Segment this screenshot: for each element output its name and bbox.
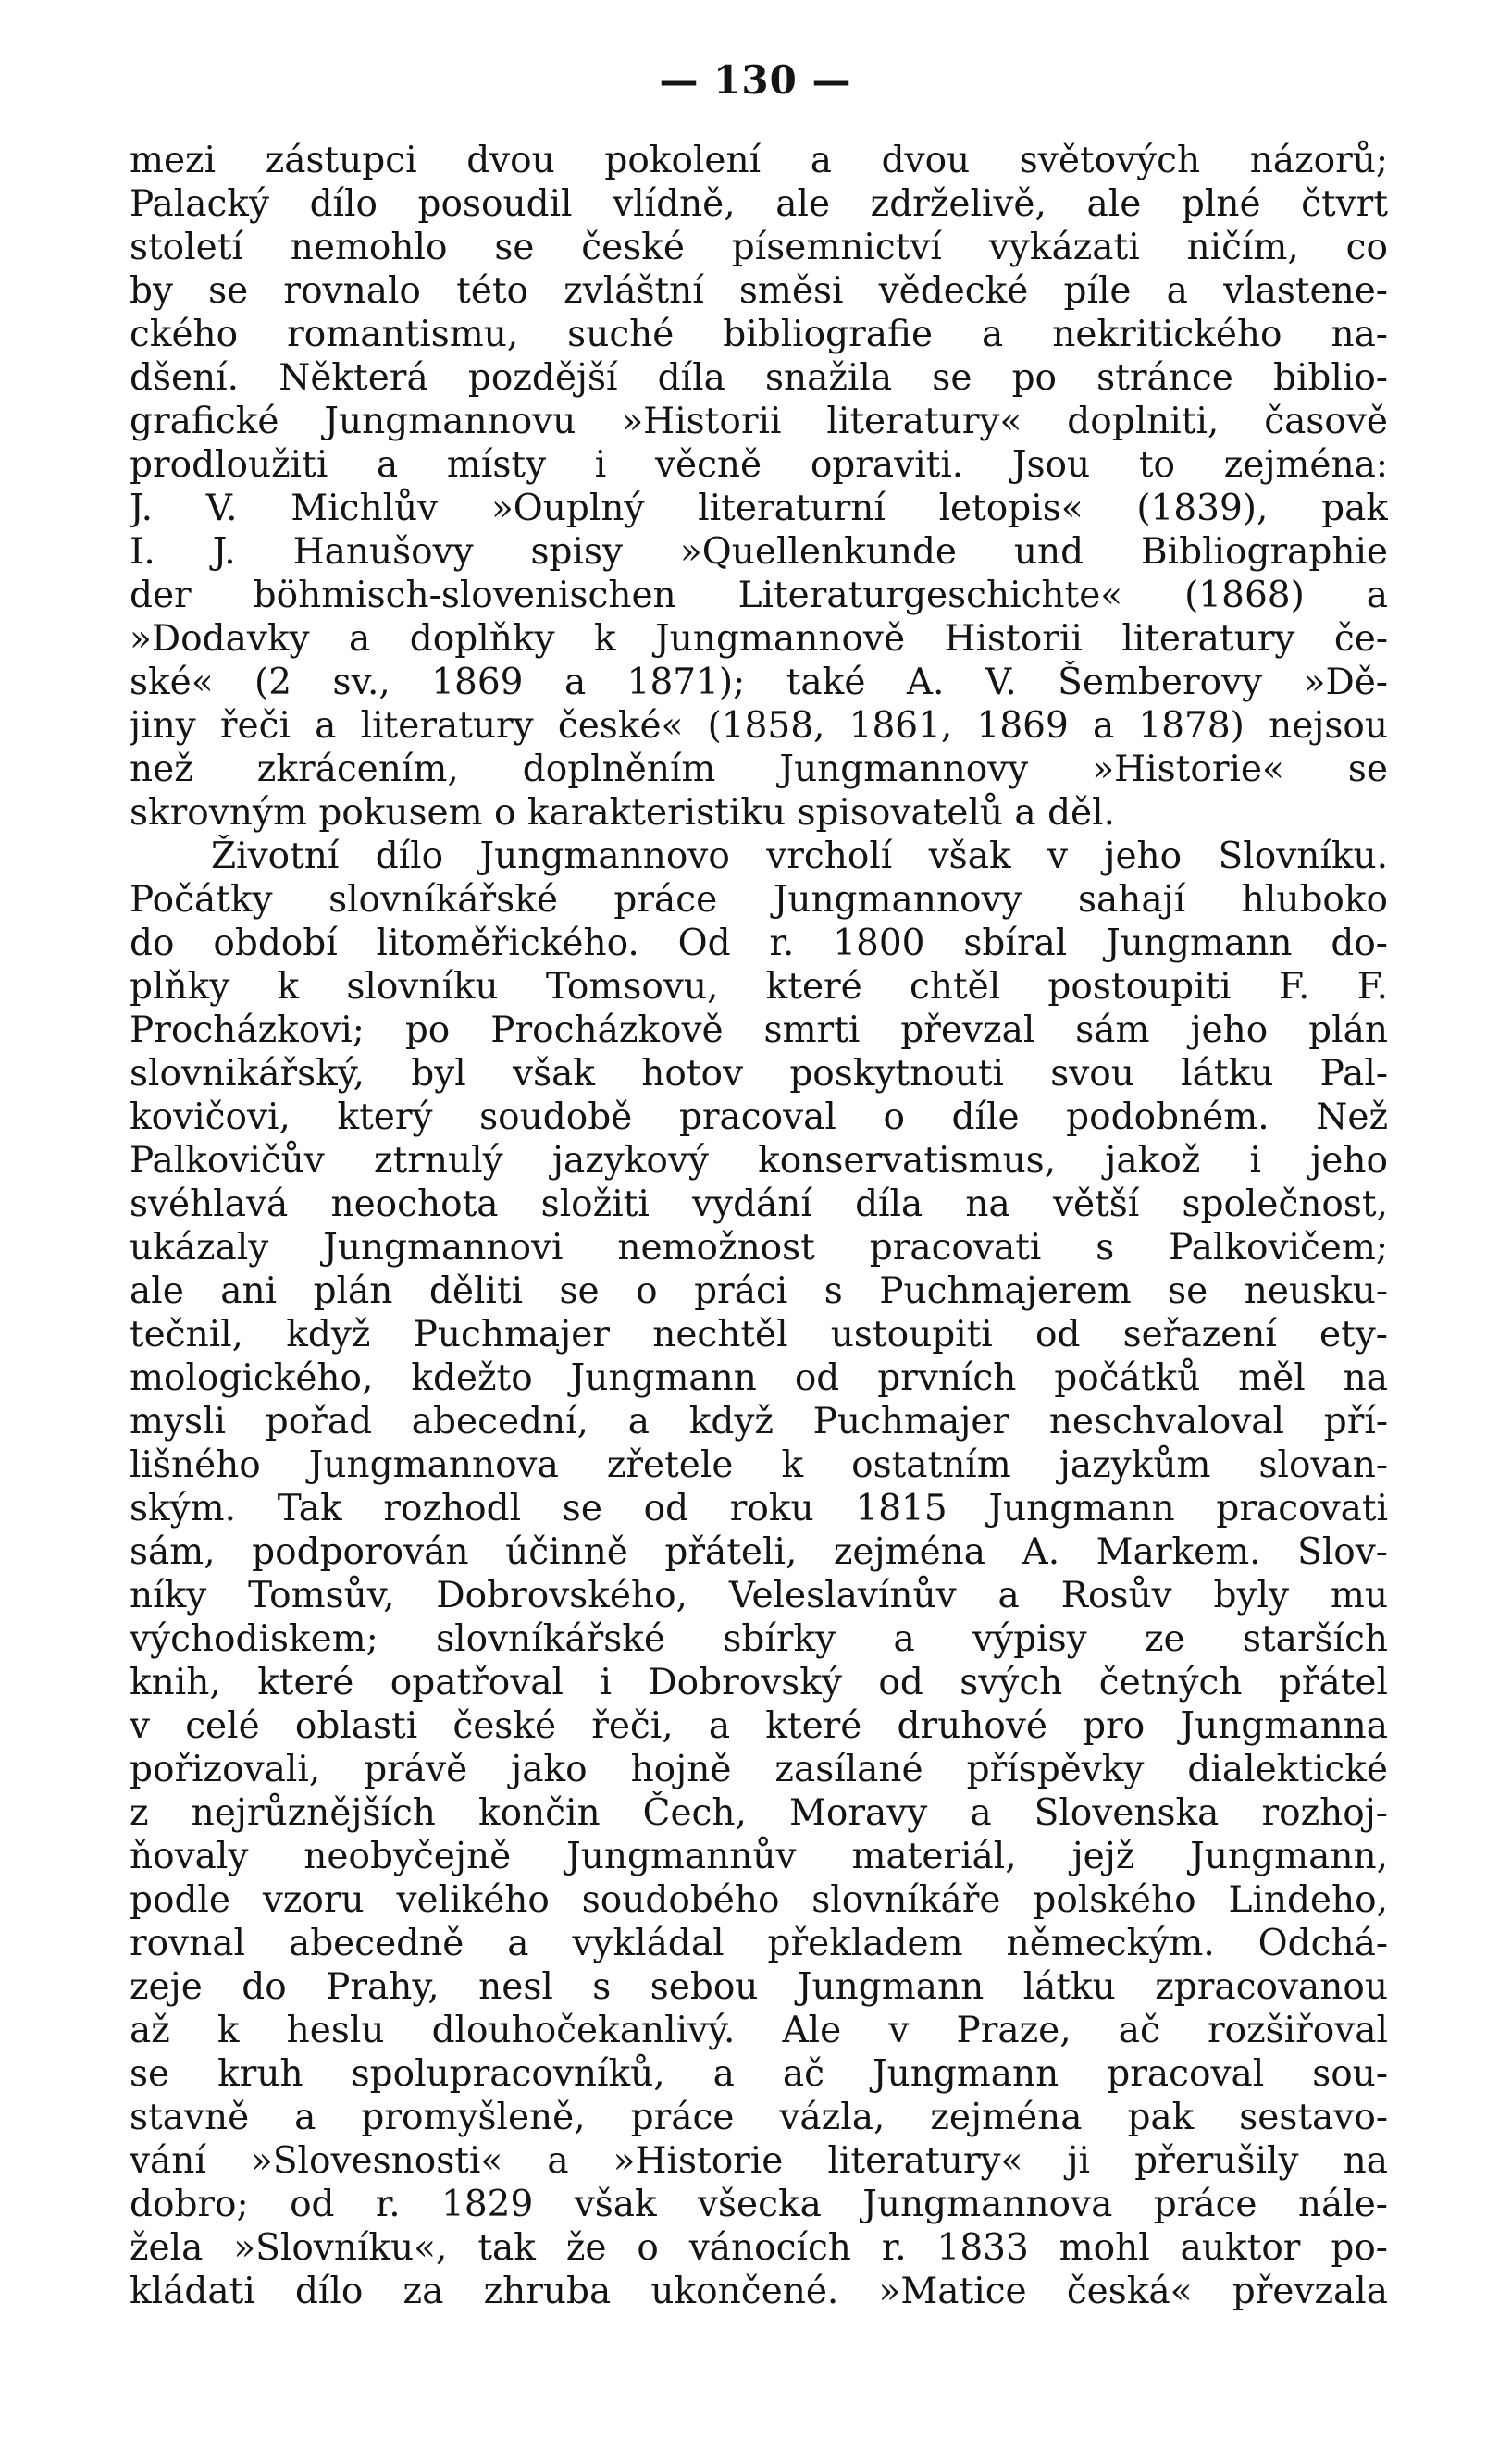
text-line: v celé oblasti české řeči, a které druhové pro Jungmanna [130,1705,1388,1747]
text-line: vání »Slovesnosti« a »Historie literatury« ji přerušily na [130,2140,1388,2182]
text-line: století nemohlo se české písemnictví vykázati ničím, co [130,227,1388,268]
text-line: jiny řeči a literatury české« (1858, 1861, 1869 a 1878) nejsou [130,705,1388,747]
text-line: svéhlavá neochota složiti vydání díla na větší společnost, [130,1183,1388,1225]
text-line: než zkrácením, doplněním Jungmannovy »Historie« se [130,749,1388,790]
text-line: dšení. Některá pozdější díla snažila se po stránce biblio- [130,357,1388,399]
text-line: der böhmisch-slovenischen Literaturgeschichte« (1868) a [130,575,1388,616]
text-line: se kruh spolupracovníků, a ač Jungmann pracoval sou- [130,2053,1388,2095]
page-number: — 130 — [659,57,852,103]
text-line: žela »Slovníku«, tak že o vánocích r. 1833 mohl auktor po- [130,2227,1388,2269]
text-line: mysli pořad abecední, a když Puchmajer neschvaloval pří- [130,1401,1388,1442]
text-line: plňky k slovníku Tomsovu, které chtěl postoupiti F. F. [130,966,1388,1008]
text-line: ské« (2 sv., 1869 a 1871); také A. V. Šemberovy »Dě- [130,662,1388,703]
text-line: dobro; od r. 1829 však všecka Jungmannova práce nále- [130,2184,1388,2225]
text-line: zeje do Prahy, nesl s sebou Jungmann látku zpracovanou [130,1966,1388,2008]
text-line: mologického, kdežto Jungmann od prvních počátků měl na [130,1357,1388,1399]
text-line: »Dodavky a doplňky k Jungmannově Historii literatury če- [130,618,1388,660]
text-line: I. J. Hanušovy spisy »Quellenkunde und Bibliographie [130,531,1388,573]
text-line: Palkovičův ztrnulý jazykový konservatismus, jakož i jeho [130,1140,1388,1182]
text-line: Palacký dílo posoudil vlídně, ale zdrželivě, ale plné čtvrt [130,183,1388,225]
text-line: tečnil, když Puchmajer nechtěl ustoupiti od seřazení ety- [130,1314,1388,1356]
text-line: pořizovali, právě jako hojně zasílané příspěvky dialektické [130,1749,1388,1790]
text-line: ukázaly Jungmannovi nemožnost pracovati s Palkovičem; [130,1227,1388,1269]
text-line: grafické Jungmannovu »Historii literatury« doplniti, časově [130,401,1388,442]
text-line: sám, podporován účinně přáteli, zejména A. Markem. Slov- [130,1531,1388,1573]
text-line: ckého romantismu, suché bibliografie a nekritického na- [130,314,1388,355]
text-line: ňovaly neobyčejně Jungmannův materiál, jejž Jungmann, [130,1836,1388,1877]
text-line: kládati dílo za zhruba ukončené. »Matice česká« převzala [130,2271,1388,2312]
text-line: níky Tomsův, Dobrovského, Veleslavínův a Rosův byly mu [130,1575,1388,1616]
text-line: ským. Tak rozhodl se od roku 1815 Jungmann pracovati [130,1488,1388,1529]
text-line: Životní dílo Jungmannovo vrcholí však v jeho Slovníku. [211,836,1388,877]
text-line: knih, které opatřoval i Dobrovský od svých četných přátel [130,1662,1388,1703]
text-line: Počátky slovníkářské práce Jungmannovy sahají hluboko [130,879,1388,921]
text-line: kovičovi, který soudobě pracoval o díle podobném. Než [130,1096,1388,1138]
text-line: skrovným pokusem o karakteristiku spisovatelů a děl. [130,792,1115,834]
text-line: podle vzoru velikého soudobého slovníkáře polského Lindeho, [130,1879,1388,1921]
text-line: lišného Jungmannova zřetele k ostatním jazykům slovan- [130,1444,1388,1486]
text-line: stavně a promyšleně, práce vázla, zejména pak sestavo- [130,2097,1388,2138]
text-line: z nejrůznějších končin Čech, Moravy a Slovenska rozhoj- [130,1792,1388,1834]
text-line: by se rovnalo této zvláštní směsi vědecké píle a vlastene- [130,270,1388,312]
text-line: Procházkovi; po Procházkově smrti převzal sám jeho plán [130,1009,1388,1051]
text-line: mezi zástupci dvou pokolení a dvou světových názorů; [130,140,1388,181]
text-line: slovnikářský, byl však hotov poskytnouti svou látku Pal- [130,1053,1388,1095]
text-line: východiskem; slovníkářské sbírky a výpisy ze starších [130,1618,1388,1660]
text-line: J. V. Michlův »Ouplný literaturní letopis« (1839), pak [130,488,1388,529]
text-line: rovnal abecedně a vykládal překladem německým. Odchá- [130,1923,1388,1964]
text-line: až k heslu dlouhočekanlivý. Ale v Praze, ač rozšiřoval [130,2010,1388,2051]
text-line: do období litoměřického. Od r. 1800 sbíral Jungmann do- [130,922,1388,964]
body-text [130,139,1388,2313]
text-line: ale ani plán děliti se o práci s Puchmajerem se neusku- [130,1270,1388,1312]
text-line: prodloužiti a místy i věcně opraviti. Jsou to zejména: [130,444,1388,486]
